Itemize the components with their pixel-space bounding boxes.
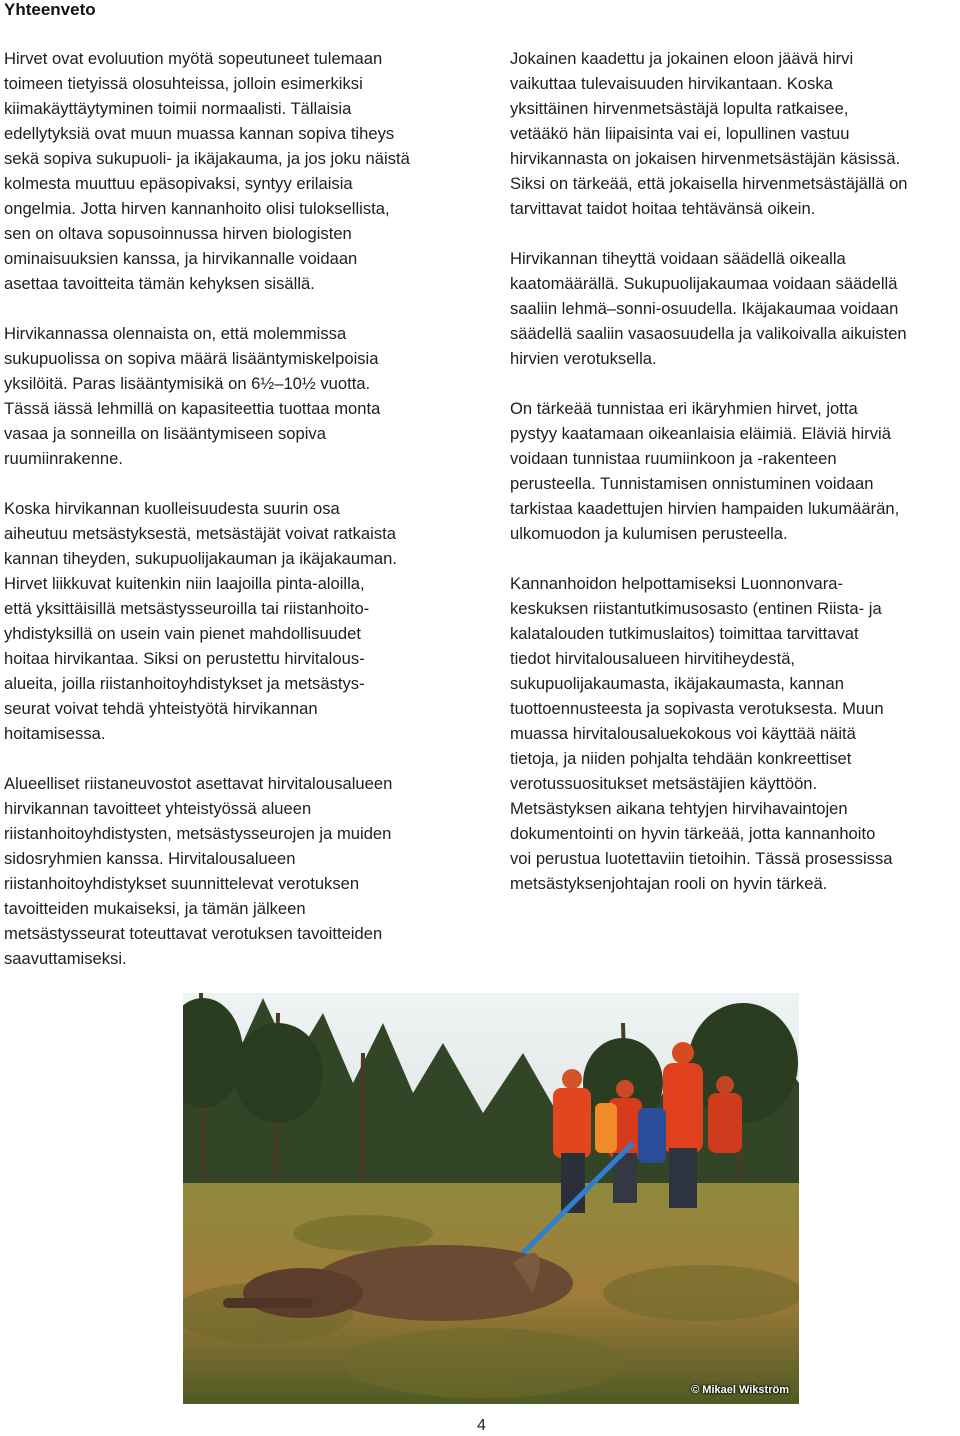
paragraph-hunter-responsibility: Jokainen kaadettu ja jokainen eloon jäävä hirvi vaikuttaa tulevaisuuden hirvikantaan. Koska yksittäinen hirvenmetsästäjä lopulta ratkaisee, vetääkö hän liipaisinta vai ei, lopullinen vastuu hirvikannasta on jokaisen hirvenmetsästäjän käsissä. Siksi on tärkeää, että jokaisella hirvenmetsästäjällä on tarvittavat taidot hoitaa tehtävänsä oikein. (510, 49, 908, 218)
page-number: 4 (477, 1417, 486, 1434)
photo-credit: © Mikael Wikström (691, 1384, 789, 1396)
paragraph-evolution: Hirvet ovat evoluution myötä sopeutuneet tulemaan toimeen tietyissä olosuhteissa, jolloin esimerkiksi kiimakäyttäytyminen toimii normaalisti. Tällaisia edellytyksiä ovat muun muassa kannan sopiva tiheys sekä sopiva sukupuoli- ja ikäjakauma, ja jos joku näistä kolmesta muuttuu epäsopivaksi, syntyy erilaisia ongelmia. Jotta hirven kannanhoito olisi tuloksellista, sen on oltava sopusoinnussa hirven biologisten ominaisuuksien kanssa, ja hirvikannalle voidaan asettaa tavoitteita tämän kehyksen sisällä. (4, 49, 410, 293)
hunters-dragging-moose-photo (183, 993, 799, 1404)
paragraph-research-data: Kannanhoidon helpottamiseksi Luonnonvara- keskuksen riistantutkimusosasto (entinen Riista- ja kalatalouden tutkimuslaitos) toimittaa tarvittavat tiedot hirvitalousalueen hirvitiheydestä, sukupuolijakaumasta, ikäjakaumasta, kannan tuottoennusteesta ja sopivasta verotuksesta. Muun muassa hirvitalousaluekokous voi käyttää näitä tietoja, ja niiden pohjalta tehdään konkreettiset verotussuositukset metsästäjien käyttöön. Metsästyksen aikana tehtyjen hirvihavaintojen dokumentointi on hyvin tärkeää, jotta kannanhoito voi perustua luotettaviin tietoihin. Tässä prosessissa metsästyksenjohtajan rooli on hyvin tärkeä. (510, 574, 893, 893)
paragraph-reproduction-age: Hirvikannassa olennaista on, että molemmissa sukupuolissa on sopiva määrä lisääntymiskelpoisia yksilöitä. Paras lisääntymisikä on 6½–10½ vuotta. Tässä iässä lehmillä on kapasiteettia tuottaa monta vasaa ja sonneilla on lisääntymiseen sopiva ruumiinrakenne. (4, 324, 381, 468)
paragraph-hunting-mortality: Koska hirvikannan kuolleisuudesta suurin osa aiheutuu metsästyksestä, metsästäjät voivat ratkaista kannan tiheyden, sukupuolijakauman ja ikäjakauman. Hirvet liikkuvat kuitenkin niin laajoilla pinta-aloilla, että yksittäisillä metsästysseuroilla tai riistanhoito- yhdistyksillä on usein vain pienet mahdollisuudet hoitaa hirvikantaa. Siksi on perustettu hirvitalous- alueita, joilla riistanhoitoyhdistykset ja metsästys- seurat voivat tehdä yhteistyötä hirvikannan hoitamisessa. (4, 499, 397, 743)
paragraph-regional-councils: Alueelliset riistaneuvostot asettavat hirvitalousalueen hirvikannan tavoitteet yhteistyössä alueen riistanhoitoyhdistysten, metsästysseurojen ja muiden sidosryhmien kanssa. Hirvitalousalueen riistanhoitoyhdistykset suunnittelevat verotuksen tavoitteiden mukaiseksi, ja tämän jälkeen metsästysseurat toteuttavat verotuksen tavoitteiden saavuttamiseksi. (4, 774, 393, 968)
left-column (4, 46, 474, 996)
paragraph-density-control: Hirvikannan tiheyttä voidaan säädellä oikealla kaatomäärällä. Sukupuolijakaumaa voidaan säädellä saaliin lehmä–sonni-osuudella. Ikäjakaumaa voidaan säädellä saaliin vasaosuudella ja valikoivalla aikuisten hirvien verotuksella. (510, 249, 907, 368)
right-column (510, 46, 960, 921)
page-heading: Yhteenveto (4, 0, 96, 19)
paragraph-age-identification: On tärkeää tunnistaa eri ikäryhmien hirvet, jotta pystyy kaatamaan oikeanlaisia eläimiä. Eläviä hirviä voidaan tunnistaa ruumiinkoon ja -rakenteen perusteella. Tunnistamisen onnistuminen voidaan tarkistaa kaadettujen hirvien hampaiden lukumäärän, ulkomuodon ja kulumisen perusteella. (510, 399, 900, 543)
